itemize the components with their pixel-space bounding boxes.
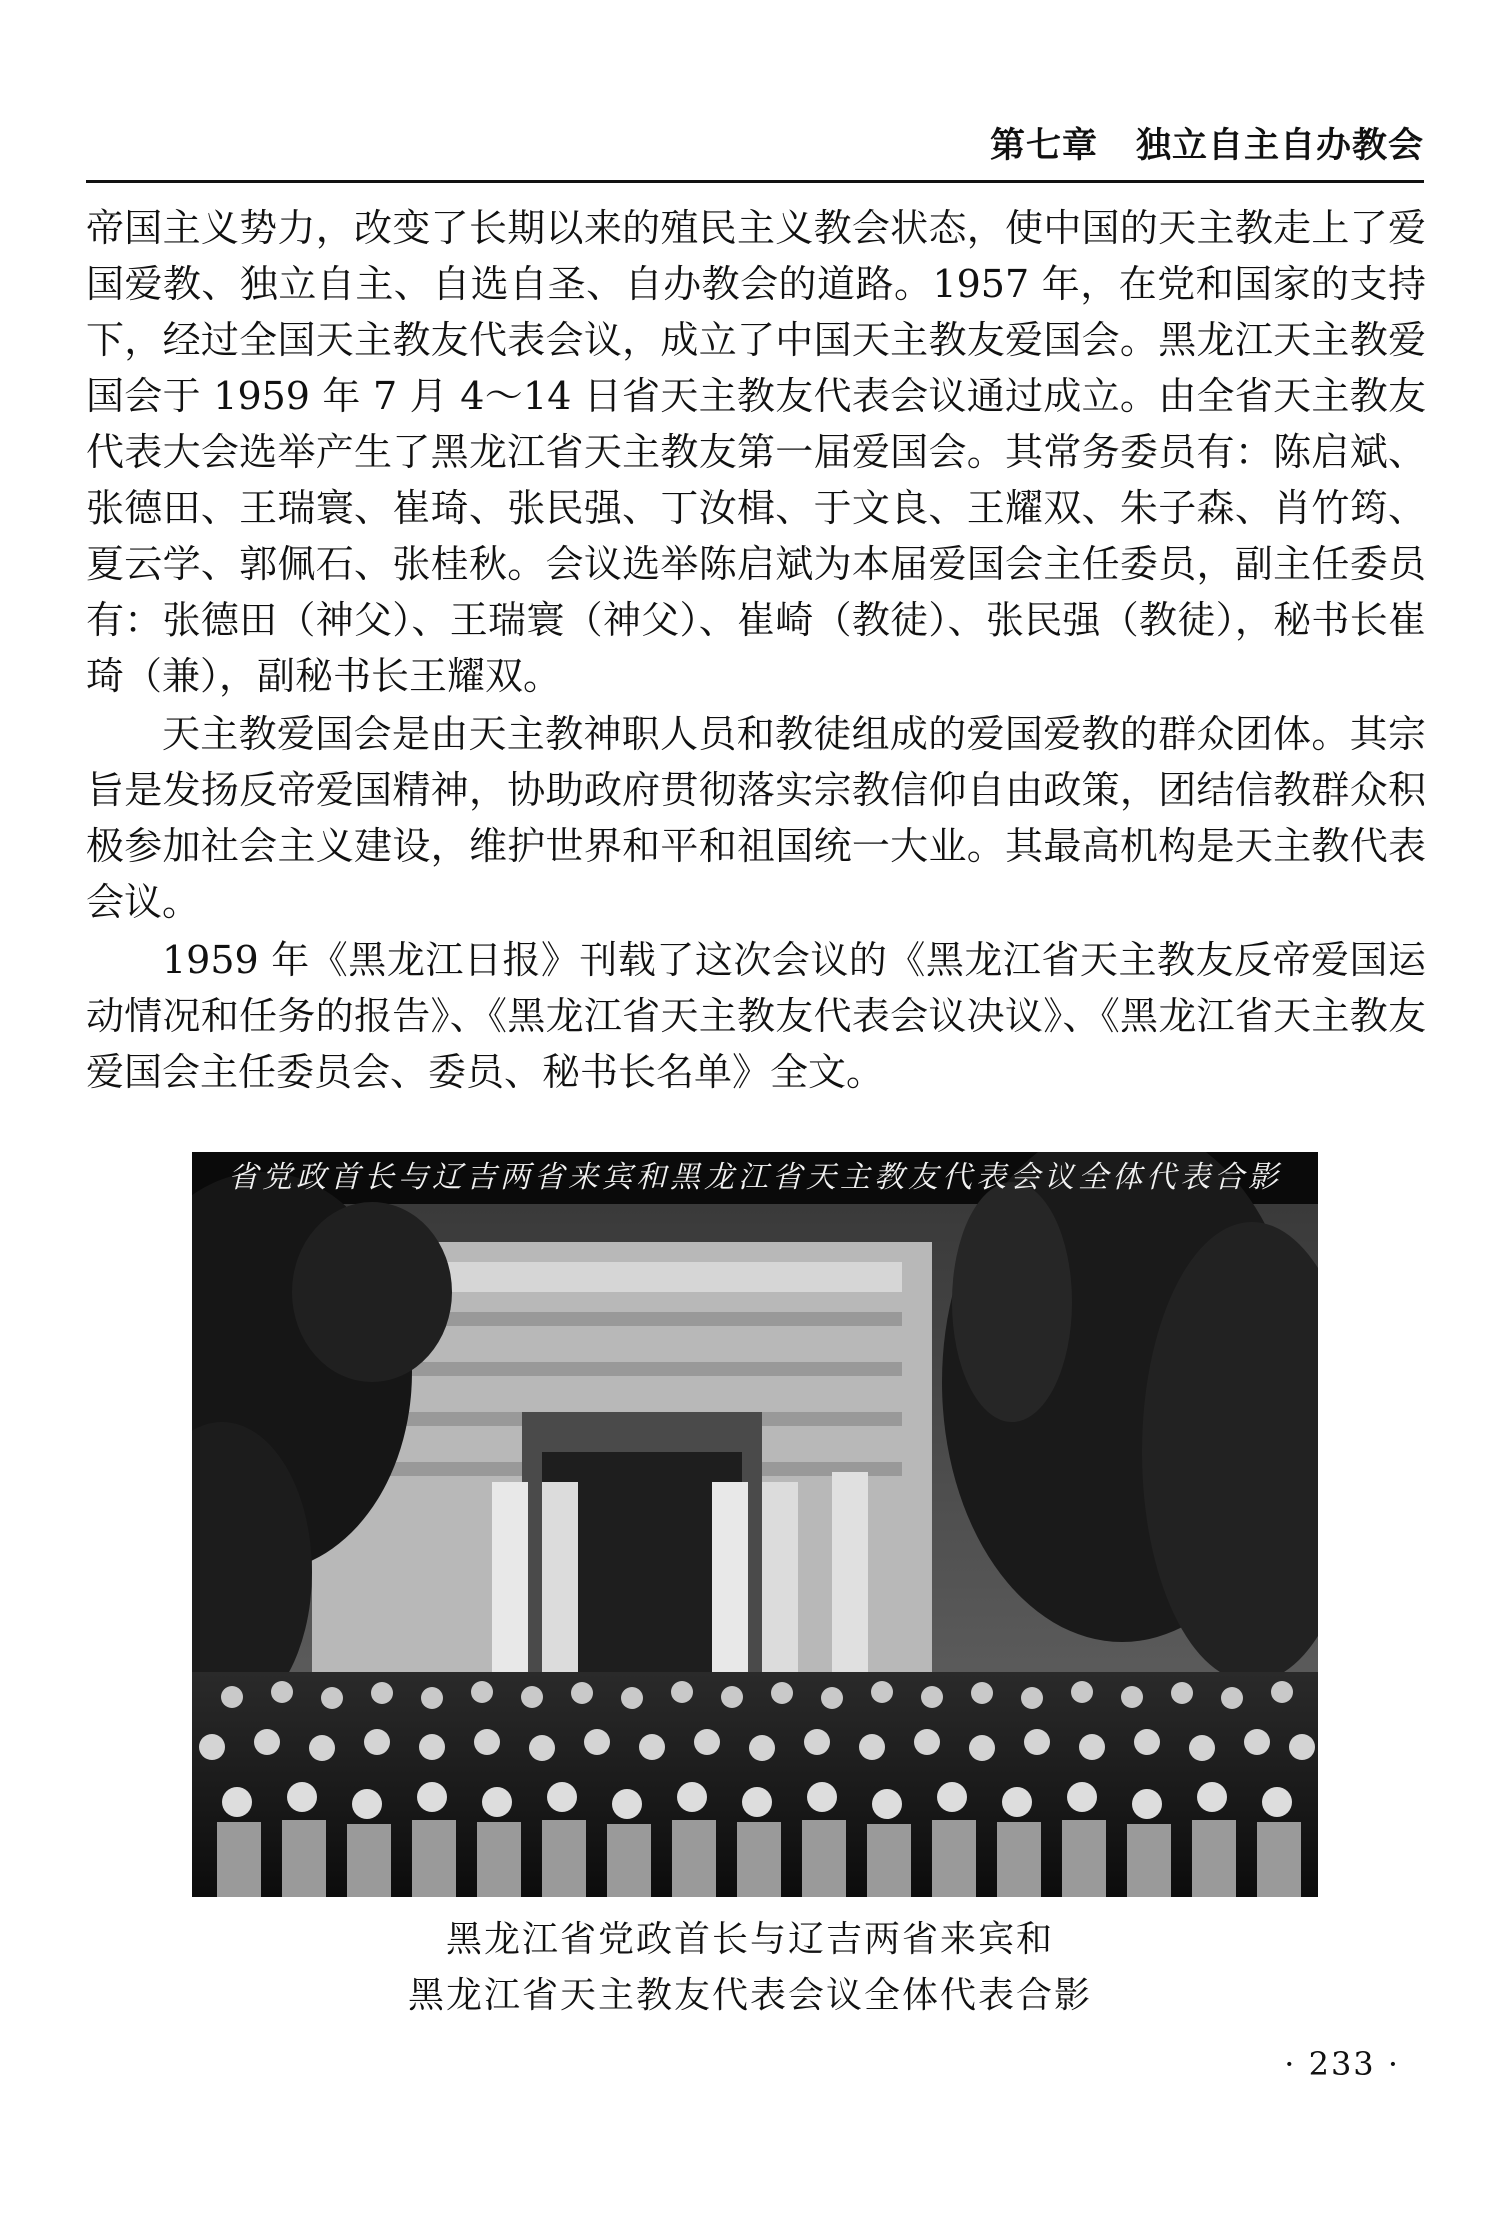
body-text bbox=[86, 200, 1426, 1102]
group-photo-image bbox=[192, 1152, 1318, 1897]
paragraph-1: 帝国主义势力，改变了长期以来的殖民主义教会状态，使中国的天主教走上了爱国爱教、独立自主、自选自圣、自办教会的道路。1957 年，在党和国家的支持下，经过全国天主教友代表会议，成立了中国天主教友爱国会。黑龙江天主教爱国会于 1959 年 7 月 4～14 日省天主教友代表会议通过成立。由全省天主教友代表大会选举产生了黑龙江省天主教友第一届爱国会。其常务委员有：陈启斌、张德田、王瑞寰、崔琦、张民强、丁汝楫、于文良、王耀双、朱子森、肖竹筠、夏云学、郭佩石、张桂秋。会议选举陈启斌为本届爱国会主任委员，副主任委员有：张德田（神父）、王瑞寰（神父）、崔崎（教徒）、张民强（教徒），秘书长崔琦（兼），副秘书长王耀双。 bbox=[86, 206, 1426, 698]
chapter-title: 独立自主自办教会 bbox=[1135, 126, 1424, 166]
caption-line-1: 黑龙江省党政首长与辽吉两省来宾和 bbox=[445, 1919, 1054, 1960]
caption-line-2: 黑龙江省天主教友代表会议全体代表合影 bbox=[407, 1975, 1092, 2016]
photo-caption bbox=[0, 1912, 1500, 2024]
photo-inscription: 省党政首长与辽吉两省来宾和黑龙江省天主教友代表会议全体代表合影 bbox=[228, 1160, 1282, 1195]
group-photo bbox=[192, 1152, 1318, 1897]
chapter-number: 第七章 bbox=[989, 126, 1098, 166]
page-number: · 233 · bbox=[1284, 2045, 1400, 2083]
paragraph-2: 天主教爱国会是由天主教神职人员和教徒组成的爱国爱教的群众团体。其宗旨是发扬反帝爱国精神，协助政府贯彻落实宗教信仰自由政策，团结信教群众积极参加社会主义建设，维护世界和平和祖国统一大业。其最高机构是天主教代表会议。 bbox=[86, 712, 1426, 924]
paragraph-3: 1959 年《黑龙江日报》刊载了这次会议的《黑龙江省天主教友反帝爱国运动情况和任务的报告》、《黑龙江省天主教友代表会议决议》、《黑龙江省天主教友爱国会主任委员会、委员、秘书长名单》全文。 bbox=[86, 938, 1426, 1094]
running-head bbox=[86, 122, 1424, 183]
